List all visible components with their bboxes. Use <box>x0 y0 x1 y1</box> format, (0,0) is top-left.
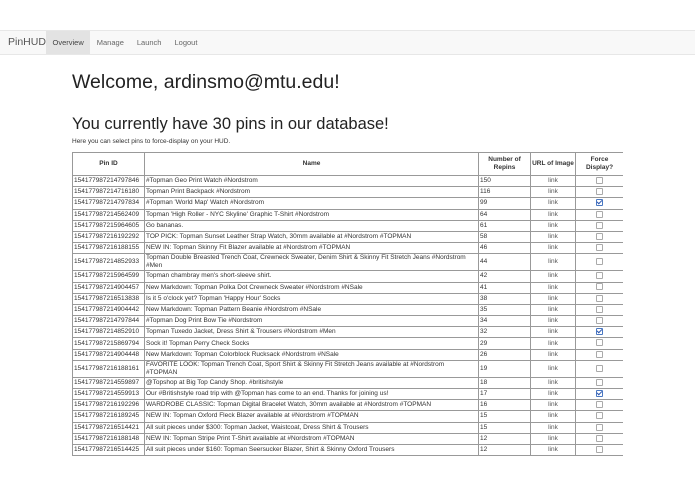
image-url-cell <box>531 282 576 293</box>
image-link[interactable]: link <box>548 328 558 336</box>
force-display-checkbox[interactable] <box>596 435 603 442</box>
image-url-cell <box>531 338 576 349</box>
pin-id-cell: 154177987214797846 <box>73 176 145 187</box>
pin-id-cell: 154177987214562409 <box>73 209 145 220</box>
pin-id-cell: 154177987216188148 <box>73 433 145 444</box>
navbar <box>0 30 695 55</box>
header-url: URL of Image <box>531 153 576 176</box>
image-url-cell <box>531 327 576 338</box>
pin-name-cell: Topman Tuxedo Jacket, Dress Shirt & Trousers #Nordstrom #Men <box>145 327 479 338</box>
image-url-cell <box>531 349 576 360</box>
image-link[interactable]: link <box>548 339 558 347</box>
table-row <box>73 187 624 198</box>
force-display-cell <box>576 349 624 360</box>
repins-cell: 15 <box>479 422 531 433</box>
pin-name-cell: TOP PICK: Topman Sunset Leather Strap Watch, 30mm available at #Nordstrom #TOPMAN <box>145 231 479 242</box>
pin-name-cell: #Topman Geo Print Watch #Nordstrom <box>145 176 479 187</box>
repins-cell: 15 <box>479 411 531 422</box>
repins-cell: 16 <box>479 400 531 411</box>
repins-cell: 58 <box>479 231 531 242</box>
image-url-cell <box>531 444 576 455</box>
force-display-cell <box>576 400 624 411</box>
repins-cell: 150 <box>479 176 531 187</box>
image-url-cell <box>531 360 576 377</box>
pin-id-cell: 154177987216192296 <box>73 400 145 411</box>
table-row <box>73 360 624 377</box>
force-display-checkbox[interactable] <box>596 211 603 218</box>
force-display-cell <box>576 377 624 388</box>
image-link[interactable]: link <box>548 221 558 229</box>
table-row <box>73 220 624 231</box>
table-row <box>73 198 624 209</box>
pin-name-cell: Go bananas. <box>145 220 479 231</box>
force-display-checkbox[interactable] <box>596 188 603 195</box>
table-row <box>73 304 624 315</box>
nav-overview[interactable]: Overview <box>46 31 90 54</box>
force-display-checkbox[interactable] <box>596 379 603 386</box>
repins-cell: 34 <box>479 316 531 327</box>
force-display-cell <box>576 220 624 231</box>
pin-name-cell: New Markdown: Topman Polka Dot Crewneck Sweater #Nordstrom #NSale <box>145 282 479 293</box>
pins-table-container <box>72 152 623 464</box>
image-url-cell <box>531 198 576 209</box>
pin-id-cell: 154177987214904457 <box>73 282 145 293</box>
image-url-cell <box>531 293 576 304</box>
force-display-checkbox[interactable] <box>596 339 603 346</box>
table-row <box>73 293 624 304</box>
image-url-cell <box>531 271 576 282</box>
pin-name-cell: Is it 5 o'clock yet? Topman 'Happy Hour' Socks <box>145 293 479 304</box>
brand-logo[interactable]: PinHUD <box>8 36 46 48</box>
pin-name-cell: FAVORITE LOOK: Topman Trench Coat, Sport Shirt & Skinny Fit Stretch Jeans available at #Nordstrom #TOPMAN <box>145 360 479 377</box>
repins-cell: 44 <box>479 254 531 271</box>
force-display-checkbox[interactable] <box>596 199 603 206</box>
force-display-checkbox[interactable] <box>596 258 603 265</box>
image-link[interactable]: link <box>548 446 558 454</box>
force-display-cell <box>576 231 624 242</box>
pin-name-cell: All suit pieces under $300: Topman Jacket, Waistcoat, Dress Shirt & Trousers <box>145 422 479 433</box>
repins-cell: 29 <box>479 338 531 349</box>
force-display-checkbox[interactable] <box>596 317 603 324</box>
force-display-cell <box>576 271 624 282</box>
pin-id-cell: 154177987214559897 <box>73 377 145 388</box>
repins-cell: 64 <box>479 209 531 220</box>
image-link[interactable]: link <box>548 390 558 398</box>
force-display-cell <box>576 327 624 338</box>
pin-name-cell: NEW IN: Topman Stripe Print T-Shirt available at #Nordstrom #TOPMAN <box>145 433 479 444</box>
pin-id-cell: 154177987216192292 <box>73 231 145 242</box>
force-display-cell <box>576 198 624 209</box>
force-display-cell <box>576 209 624 220</box>
image-link[interactable]: link <box>548 364 558 372</box>
image-link[interactable]: link <box>548 423 558 431</box>
header-pin-id: Pin ID <box>73 153 145 176</box>
force-display-cell <box>576 176 624 187</box>
force-display-cell <box>576 243 624 254</box>
repins-cell: 46 <box>479 243 531 254</box>
header-force-display: Force Display? <box>576 153 624 176</box>
force-display-checkbox[interactable] <box>596 446 603 453</box>
image-url-cell <box>531 220 576 231</box>
force-display-checkbox[interactable] <box>596 295 603 302</box>
force-display-cell <box>576 389 624 400</box>
pin-id-cell: 154177987214797834 <box>73 198 145 209</box>
table-row <box>73 271 624 282</box>
pin-name-cell: NEW IN: Topman Skinny Fit Blazer available at #Nordstrom #TOPMAN <box>145 243 479 254</box>
force-display-cell <box>576 316 624 327</box>
image-url-cell <box>531 254 576 271</box>
force-display-checkbox[interactable] <box>596 401 603 408</box>
header-repins: Number of Repins <box>479 153 531 176</box>
repins-cell: 26 <box>479 349 531 360</box>
pin-name-cell: Topman chambray men's short-sleeve shirt. <box>145 271 479 282</box>
force-display-checkbox[interactable] <box>596 412 603 419</box>
table-row <box>73 282 624 293</box>
image-url-cell <box>531 176 576 187</box>
force-display-checkbox[interactable] <box>596 390 603 397</box>
table-header-row <box>73 153 624 176</box>
force-display-cell <box>576 338 624 349</box>
image-link[interactable]: link <box>548 294 558 302</box>
force-display-checkbox[interactable] <box>596 244 603 251</box>
intro-text: Here you can select pins to force-display on your HUD. <box>72 138 231 145</box>
image-link[interactable]: link <box>548 317 558 325</box>
image-link[interactable]: link <box>548 350 558 358</box>
image-link[interactable]: link <box>548 177 558 185</box>
image-link[interactable]: link <box>548 378 558 386</box>
image-link[interactable]: link <box>548 233 558 241</box>
repins-cell: 116 <box>479 187 531 198</box>
force-display-cell <box>576 304 624 315</box>
repins-cell: 18 <box>479 377 531 388</box>
nav-logout[interactable]: Logout <box>174 38 198 47</box>
pin-name-cell: Sock it! Topman Perry Check Socks <box>145 338 479 349</box>
table-row <box>73 338 624 349</box>
table-row <box>73 377 624 388</box>
table-row <box>73 389 624 400</box>
pin-name-cell: Topman Double Breasted Trench Coat, Crewneck Sweater, Denim Shirt & Skinny Fit Stretch Jeans #Nordstrom #Men <box>145 254 479 271</box>
pin-name-cell: Topman Print Backpack #Nordstrom <box>145 187 479 198</box>
pin-id-cell: 154177987216188161 <box>73 360 145 377</box>
pin-id-cell: 154177987215964599 <box>73 271 145 282</box>
force-display-checkbox[interactable] <box>596 424 603 431</box>
force-display-checkbox[interactable] <box>596 222 603 229</box>
repins-cell: 17 <box>479 389 531 400</box>
image-url-cell <box>531 400 576 411</box>
table-row <box>73 411 624 422</box>
repins-cell: 12 <box>479 433 531 444</box>
pin-id-cell: 154177987216189245 <box>73 411 145 422</box>
force-display-checkbox[interactable] <box>596 283 603 290</box>
force-display-cell <box>576 282 624 293</box>
image-link[interactable]: link <box>548 283 558 291</box>
repins-cell: 38 <box>479 293 531 304</box>
image-url-cell <box>531 304 576 315</box>
nav-launch[interactable]: Launch <box>136 38 162 47</box>
table-row <box>73 243 624 254</box>
table-row <box>73 349 624 360</box>
pin-id-cell: 154177987214904448 <box>73 349 145 360</box>
table-row <box>73 316 624 327</box>
pin-id-cell: 154177987214716180 <box>73 187 145 198</box>
force-display-cell <box>576 411 624 422</box>
table-row <box>73 209 624 220</box>
image-url-cell <box>531 377 576 388</box>
image-link[interactable]: link <box>548 434 558 442</box>
force-display-checkbox[interactable] <box>596 365 603 372</box>
image-link[interactable]: link <box>548 244 558 252</box>
table-row <box>73 433 624 444</box>
pin-id-cell: 154177987214797844 <box>73 316 145 327</box>
repins-cell: 19 <box>479 360 531 377</box>
nav-manage[interactable]: Manage <box>96 38 124 47</box>
table-row <box>73 231 624 242</box>
pin-id-cell: 154177987214904442 <box>73 304 145 315</box>
pin-id-cell: 154177987216188155 <box>73 243 145 254</box>
pin-name-cell: Our #Britishstyle road trip with @Topman has come to an end. Thanks for joining us! <box>145 389 479 400</box>
image-url-cell <box>531 243 576 254</box>
image-url-cell <box>531 422 576 433</box>
force-display-checkbox[interactable] <box>596 351 603 358</box>
force-display-checkbox[interactable] <box>596 272 603 279</box>
force-display-checkbox[interactable] <box>596 328 603 335</box>
nav-menu <box>46 31 204 54</box>
pin-name-cell: Topman 'High Roller - NYC Skyline' Graphic T-Shirt #Nordstrom <box>145 209 479 220</box>
image-url-cell <box>531 316 576 327</box>
force-display-checkbox[interactable] <box>596 177 603 184</box>
repins-cell: 61 <box>479 220 531 231</box>
pin-name-cell: All suit pieces under $160: Topman Seersucker Blazer, Shirt & Skinny Oxford Trousers <box>145 444 479 455</box>
image-link[interactable]: link <box>548 210 558 218</box>
force-display-cell <box>576 187 624 198</box>
force-display-cell <box>576 444 624 455</box>
force-display-cell <box>576 254 624 271</box>
table-row <box>73 327 624 338</box>
image-link[interactable]: link <box>548 188 558 196</box>
pin-name-cell: @Topshop at Big Top Candy Shop. #britishstyle <box>145 377 479 388</box>
force-display-cell <box>576 293 624 304</box>
image-url-cell <box>531 231 576 242</box>
force-display-cell <box>576 433 624 444</box>
image-link[interactable]: link <box>548 305 558 313</box>
table-row <box>73 422 624 433</box>
table-row <box>73 444 624 455</box>
pin-name-cell: #Topman Dog Print Bow Tie #Nordstrom <box>145 316 479 327</box>
image-url-cell <box>531 411 576 422</box>
table-body <box>73 176 624 456</box>
pins-table <box>72 152 623 456</box>
force-display-checkbox[interactable] <box>596 306 603 313</box>
table-row <box>73 400 624 411</box>
repins-cell: 12 <box>479 444 531 455</box>
header-name: Name <box>145 153 479 176</box>
image-url-cell <box>531 433 576 444</box>
repins-cell: 32 <box>479 327 531 338</box>
image-link[interactable]: link <box>548 272 558 280</box>
image-link[interactable]: link <box>548 258 558 266</box>
pin-id-cell: 154177987215869794 <box>73 338 145 349</box>
table-row <box>73 254 624 271</box>
pin-name-cell: New Markdown: Topman Pattern Beanie #Nordstrom #NSale <box>145 304 479 315</box>
image-url-cell <box>531 209 576 220</box>
pin-count-heading: You currently have 30 pins in our database! <box>72 115 389 133</box>
force-display-cell <box>576 422 624 433</box>
repins-cell: 42 <box>479 271 531 282</box>
force-display-cell <box>576 360 624 377</box>
pin-id-cell: 154177987215964605 <box>73 220 145 231</box>
pin-name-cell: New Markdown: Topman Colorblock Rucksack #Nordstrom #NSale <box>145 349 479 360</box>
force-display-checkbox[interactable] <box>596 233 603 240</box>
repins-cell: 41 <box>479 282 531 293</box>
pin-name-cell: NEW IN: Topman Oxford Fleck Blazer available at #Nordstrom #TOPMAN <box>145 411 479 422</box>
pin-name-cell: WARDROBE CLASSIC: Topman Digital Bracelet Watch, 30mm available at #Nordstrom #TOPMAN <box>145 400 479 411</box>
pin-id-cell: 154177987216513838 <box>73 293 145 304</box>
table-row <box>73 176 624 187</box>
image-url-cell <box>531 389 576 400</box>
image-link[interactable]: link <box>548 412 558 420</box>
image-link[interactable]: link <box>548 401 558 409</box>
pin-id-cell: 154177987216514425 <box>73 444 145 455</box>
pin-name-cell: #Topman 'World Map' Watch #Nordstrom <box>145 198 479 209</box>
pin-id-cell: 154177987214559913 <box>73 389 145 400</box>
pin-id-cell: 154177987214852933 <box>73 254 145 271</box>
welcome-heading: Welcome, ardinsmo@mtu.edu! <box>72 71 340 93</box>
image-url-cell <box>531 187 576 198</box>
image-link[interactable]: link <box>548 199 558 207</box>
pin-id-cell: 154177987216514421 <box>73 422 145 433</box>
repins-cell: 35 <box>479 304 531 315</box>
pin-id-cell: 154177987214852910 <box>73 327 145 338</box>
repins-cell: 99 <box>479 198 531 209</box>
